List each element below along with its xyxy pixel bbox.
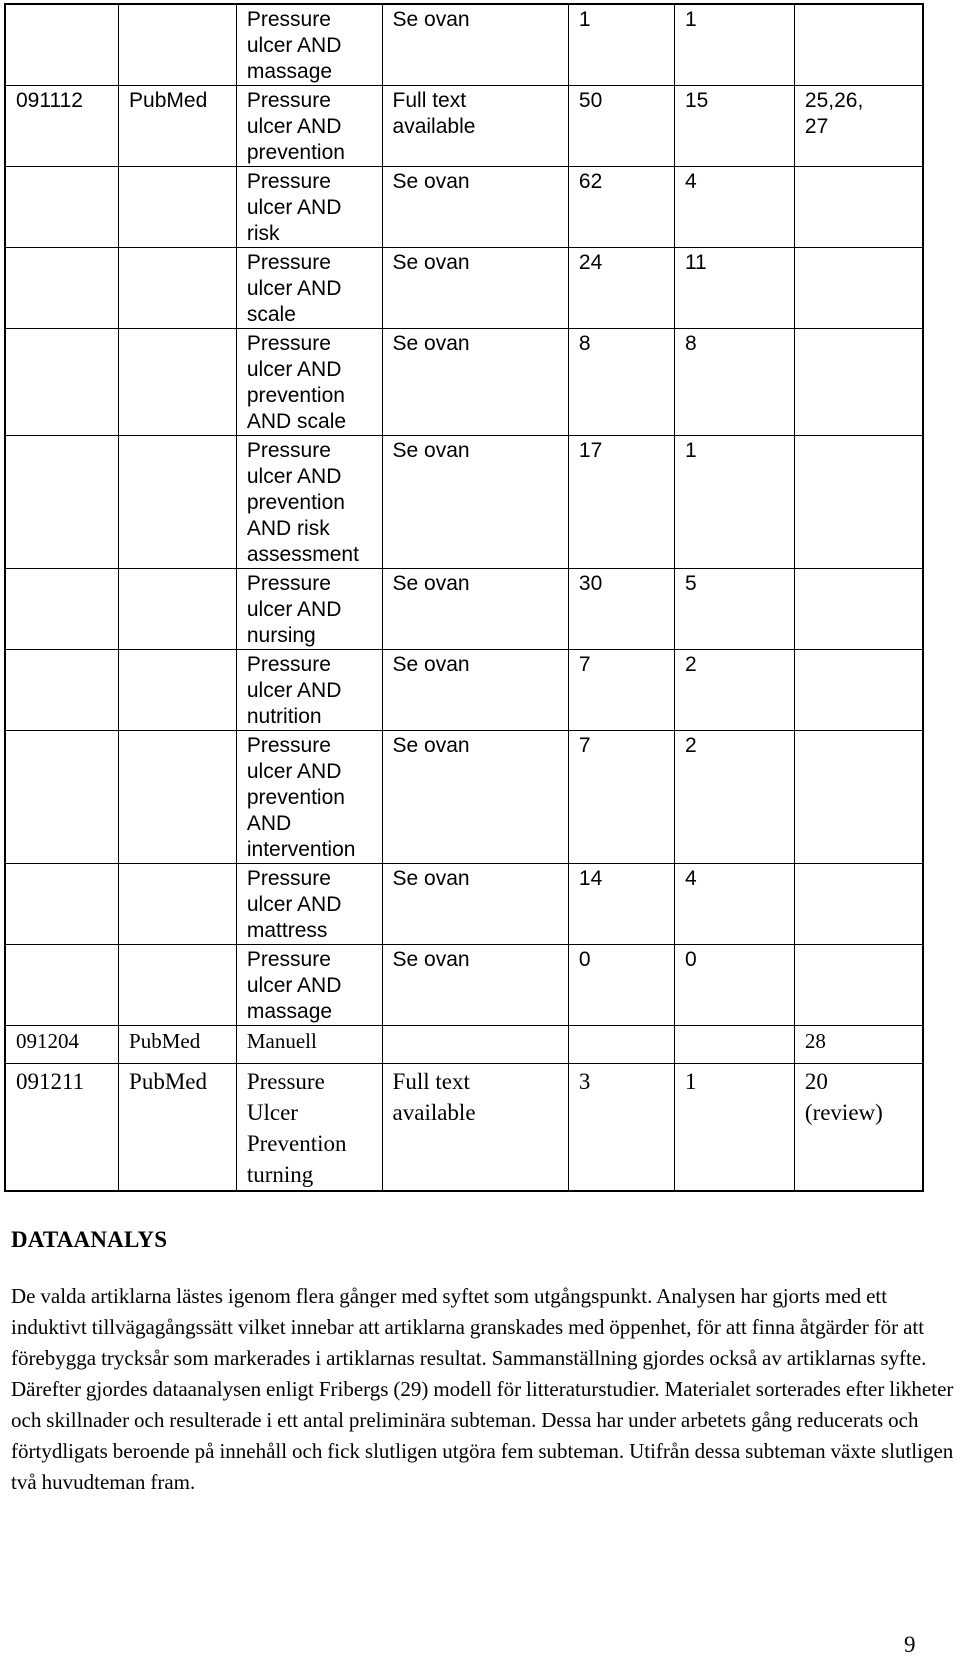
hits-cell xyxy=(568,731,674,864)
hits-cell xyxy=(568,945,674,1026)
limits-cell xyxy=(382,945,568,1026)
search-terms-cell-line: Prevention xyxy=(246,1131,347,1156)
database-cell xyxy=(119,650,237,731)
references-cell xyxy=(794,436,923,569)
limits-cell-line: Se ovan xyxy=(392,867,470,890)
selected-cell xyxy=(674,436,794,569)
table-body xyxy=(5,4,923,1191)
search-terms-cell-line: ulcer AND xyxy=(246,115,342,138)
selected-cell-value: 0 xyxy=(684,948,697,971)
date-cell xyxy=(5,864,119,945)
references-cell-line: 20 xyxy=(804,1069,828,1094)
search-terms-cell-line: AND scale xyxy=(246,410,347,433)
date-cell xyxy=(5,167,119,248)
references-cell xyxy=(794,1064,923,1192)
selected-cell xyxy=(674,569,794,650)
database-cell xyxy=(119,4,237,86)
selected-cell xyxy=(674,4,794,86)
search-terms-cell xyxy=(236,864,382,945)
database-cell xyxy=(119,248,237,329)
analysis-paragraph: De valda artiklarna lästes igenom flera gånger med syftet som utgångspunkt. Analysen har gjorts med ett induktivt tillvägagångssätt vilket innebar att artiklarna granskades med öppenhet, för att finna åtgärder för att förebygga trycksår som markerades i artiklarnas resultat. Sammanställning gjordes också av artiklarnas syfte. Därefter gjordes dataanalysen enligt Fribergs (29) modell för litteraturstudier. Materialet sorterades efter likheter och skillnader och resulterade i ett antal preliminära subteman. Dessa har under arbetets gång reducerats och förtydligats beroende på innehåll och fick slutligen utgöra fem subteman. Utifrån dessa subteman växte slutligen två huvudteman fram. xyxy=(11,1284,954,1494)
limits-cell-line: available xyxy=(392,1100,476,1125)
search-terms-cell-line: prevention xyxy=(246,786,345,809)
hits-cell xyxy=(568,864,674,945)
limits-cell xyxy=(382,1064,568,1192)
search-terms-cell-line: Ulcer xyxy=(246,1100,298,1125)
hits-cell xyxy=(568,1026,674,1064)
search-terms-cell-line: Pressure xyxy=(246,867,331,890)
search-terms-cell xyxy=(236,86,382,167)
database-cell xyxy=(119,1064,237,1192)
search-terms-cell-line: prevention xyxy=(246,384,345,407)
search-terms-cell-line: Pressure xyxy=(246,89,331,112)
search-terms-cell xyxy=(236,167,382,248)
limits-cell xyxy=(382,569,568,650)
references-cell xyxy=(794,4,923,86)
limits-cell xyxy=(382,167,568,248)
limits-cell xyxy=(382,650,568,731)
references-cell-line: 25,26, xyxy=(804,89,864,112)
limits-cell-line: Se ovan xyxy=(392,948,470,971)
date-cell xyxy=(5,650,119,731)
date-cell xyxy=(5,436,119,569)
selected-cell xyxy=(674,945,794,1026)
search-results-table xyxy=(4,3,924,1192)
limits-cell-line: Se ovan xyxy=(392,251,470,274)
search-terms-cell-line: nursing xyxy=(246,624,316,647)
search-terms-cell-line: risk xyxy=(246,222,280,245)
database-cell-value: PubMed xyxy=(129,89,208,112)
hits-cell xyxy=(568,436,674,569)
references-cell xyxy=(794,945,923,1026)
search-terms-cell-line: AND xyxy=(246,812,292,835)
hits-cell-value: 3 xyxy=(578,1069,591,1094)
search-terms-cell xyxy=(236,1026,382,1064)
database-cell xyxy=(119,945,237,1026)
limits-cell-line: Se ovan xyxy=(392,572,470,595)
references-cell xyxy=(794,86,923,167)
search-terms-cell-line: Pressure xyxy=(246,332,331,355)
selected-cell-value: 8 xyxy=(684,332,697,355)
hits-cell-value: 24 xyxy=(578,251,603,274)
table-row xyxy=(5,86,923,167)
date-cell xyxy=(5,731,119,864)
selected-cell-value: 2 xyxy=(684,734,697,757)
table-row xyxy=(5,436,923,569)
database-cell xyxy=(119,329,237,436)
hits-cell-value: 30 xyxy=(578,572,603,595)
limits-cell xyxy=(382,4,568,86)
table-row xyxy=(5,1064,923,1192)
hits-cell xyxy=(568,167,674,248)
search-terms-cell-line: ulcer AND xyxy=(246,465,342,488)
table-row xyxy=(5,569,923,650)
search-terms-cell-line: scale xyxy=(246,303,296,326)
selected-cell xyxy=(674,86,794,167)
date-cell xyxy=(5,945,119,1026)
limits-cell xyxy=(382,1026,568,1064)
date-cell xyxy=(5,4,119,86)
hits-cell-value: 1 xyxy=(578,8,591,31)
search-terms-cell-line: Pressure xyxy=(246,1069,325,1094)
selected-cell xyxy=(674,329,794,436)
hits-cell-value: 62 xyxy=(578,170,603,193)
selected-cell-value: 5 xyxy=(684,572,697,595)
references-cell-line: 27 xyxy=(804,115,829,138)
limits-cell-line: Se ovan xyxy=(392,653,470,676)
hits-cell xyxy=(568,650,674,731)
database-cell xyxy=(119,569,237,650)
selected-cell xyxy=(674,864,794,945)
references-cell xyxy=(794,329,923,436)
database-cell-value: PubMed xyxy=(129,1029,201,1053)
selected-cell xyxy=(674,731,794,864)
search-terms-cell-line: ulcer AND xyxy=(246,196,342,219)
search-terms-cell-line: ulcer AND xyxy=(246,358,342,381)
limits-cell-line: Se ovan xyxy=(392,8,470,31)
search-terms-cell-line: ulcer AND xyxy=(246,893,342,916)
search-terms-cell xyxy=(236,248,382,329)
limits-cell-line: available xyxy=(392,115,476,138)
limits-cell-line: Se ovan xyxy=(392,170,470,193)
database-cell xyxy=(119,1026,237,1064)
search-terms-cell-line: Pressure xyxy=(246,251,331,274)
limits-cell-line: Full text xyxy=(392,89,467,112)
date-cell xyxy=(5,1026,119,1064)
search-terms-cell-line: ulcer AND xyxy=(246,679,342,702)
search-terms-cell-line: massage xyxy=(246,60,333,83)
references-cell-line: 28 xyxy=(804,1029,826,1053)
hits-cell xyxy=(568,1064,674,1192)
limits-cell xyxy=(382,731,568,864)
search-terms-cell-line: Pressure xyxy=(246,948,331,971)
selected-cell-value: 2 xyxy=(684,653,697,676)
date-cell xyxy=(5,86,119,167)
date-cell-value: 091204 xyxy=(16,1029,79,1053)
date-cell-value: 091112 xyxy=(16,89,83,112)
references-cell xyxy=(794,569,923,650)
search-terms-cell-line: Pressure xyxy=(246,572,331,595)
table-row xyxy=(5,864,923,945)
hits-cell-value: 14 xyxy=(578,867,603,890)
database-cell-value: PubMed xyxy=(129,1069,207,1094)
page-number: 9 xyxy=(904,1632,916,1657)
selected-cell-value: 1 xyxy=(684,1069,697,1094)
selected-cell xyxy=(674,1064,794,1192)
limits-cell-line: Se ovan xyxy=(392,734,470,757)
hits-cell-value: 8 xyxy=(578,332,591,355)
search-terms-cell-line: ulcer AND xyxy=(246,598,342,621)
limits-cell xyxy=(382,864,568,945)
limits-cell xyxy=(382,248,568,329)
search-terms-cell-line: Pressure xyxy=(246,653,331,676)
hits-cell-value: 17 xyxy=(578,439,603,462)
selected-cell xyxy=(674,248,794,329)
references-cell xyxy=(794,864,923,945)
search-terms-cell-line: ulcer AND xyxy=(246,277,342,300)
selected-cell-value: 15 xyxy=(684,89,709,112)
selected-cell-value: 4 xyxy=(684,867,697,890)
search-terms-cell-line: Pressure xyxy=(246,734,331,757)
limits-cell xyxy=(382,436,568,569)
limits-cell xyxy=(382,86,568,167)
selected-cell-value: 4 xyxy=(684,170,697,193)
database-cell xyxy=(119,86,237,167)
database-cell xyxy=(119,436,237,569)
table-row xyxy=(5,167,923,248)
table-row xyxy=(5,945,923,1026)
search-terms-cell-line: ulcer AND xyxy=(246,760,342,783)
hits-cell xyxy=(568,86,674,167)
selected-cell xyxy=(674,1026,794,1064)
references-cell xyxy=(794,731,923,864)
search-terms-cell xyxy=(236,1064,382,1192)
database-cell xyxy=(119,731,237,864)
database-cell xyxy=(119,167,237,248)
date-cell-value: 091211 xyxy=(16,1069,85,1094)
search-terms-cell-line: ulcer AND xyxy=(246,974,342,997)
search-terms-cell-line: intervention xyxy=(246,838,356,861)
references-cell xyxy=(794,167,923,248)
search-terms-cell-line: Manuell xyxy=(246,1029,317,1053)
section-heading: DATAANALYS xyxy=(11,1227,168,1252)
limits-cell-line: Se ovan xyxy=(392,439,470,462)
date-cell xyxy=(5,569,119,650)
search-terms-cell xyxy=(236,436,382,569)
hits-cell xyxy=(568,329,674,436)
hits-cell xyxy=(568,569,674,650)
search-terms-cell-line: ulcer AND xyxy=(246,34,342,57)
search-terms-cell xyxy=(236,731,382,864)
hits-cell-value: 7 xyxy=(578,734,591,757)
search-terms-cell xyxy=(236,650,382,731)
search-terms-cell-line: mattress xyxy=(246,919,328,942)
search-terms-cell xyxy=(236,569,382,650)
references-cell xyxy=(794,248,923,329)
selected-cell-value: 1 xyxy=(684,8,697,31)
search-terms-cell-line: Pressure xyxy=(246,170,331,193)
table-row xyxy=(5,4,923,86)
search-terms-cell-line: turning xyxy=(246,1162,314,1187)
date-cell xyxy=(5,1064,119,1192)
selected-cell xyxy=(674,167,794,248)
search-terms-cell-line: Pressure xyxy=(246,439,331,462)
limits-cell-line: Se ovan xyxy=(392,332,470,355)
table-row xyxy=(5,731,923,864)
search-terms-cell-line: massage xyxy=(246,1000,333,1023)
search-terms-cell-line: Pressure xyxy=(246,8,331,31)
hits-cell xyxy=(568,4,674,86)
references-cell xyxy=(794,1026,923,1064)
hits-cell-value: 0 xyxy=(578,948,591,971)
table-row xyxy=(5,248,923,329)
search-terms-cell xyxy=(236,4,382,86)
references-cell-line: (review) xyxy=(804,1100,883,1125)
search-terms-cell-line: nutrition xyxy=(246,705,322,728)
table-row xyxy=(5,650,923,731)
date-cell xyxy=(5,329,119,436)
search-terms-cell xyxy=(236,945,382,1026)
hits-cell-value: 50 xyxy=(578,89,603,112)
table-row xyxy=(5,329,923,436)
search-terms-cell-line: assessment xyxy=(246,543,359,566)
table-row xyxy=(5,1026,923,1064)
search-terms-cell xyxy=(236,329,382,436)
references-cell xyxy=(794,650,923,731)
limits-cell-line: Full text xyxy=(392,1069,470,1094)
selected-cell xyxy=(674,650,794,731)
selected-cell-value: 1 xyxy=(684,439,697,462)
search-terms-cell-line: prevention xyxy=(246,491,345,514)
limits-cell xyxy=(382,329,568,436)
database-cell xyxy=(119,864,237,945)
search-terms-cell-line: AND risk xyxy=(246,517,330,540)
search-terms-cell-line: prevention xyxy=(246,141,345,164)
hits-cell-value: 7 xyxy=(578,653,591,676)
hits-cell xyxy=(568,248,674,329)
selected-cell-value: 11 xyxy=(684,251,707,274)
date-cell xyxy=(5,248,119,329)
